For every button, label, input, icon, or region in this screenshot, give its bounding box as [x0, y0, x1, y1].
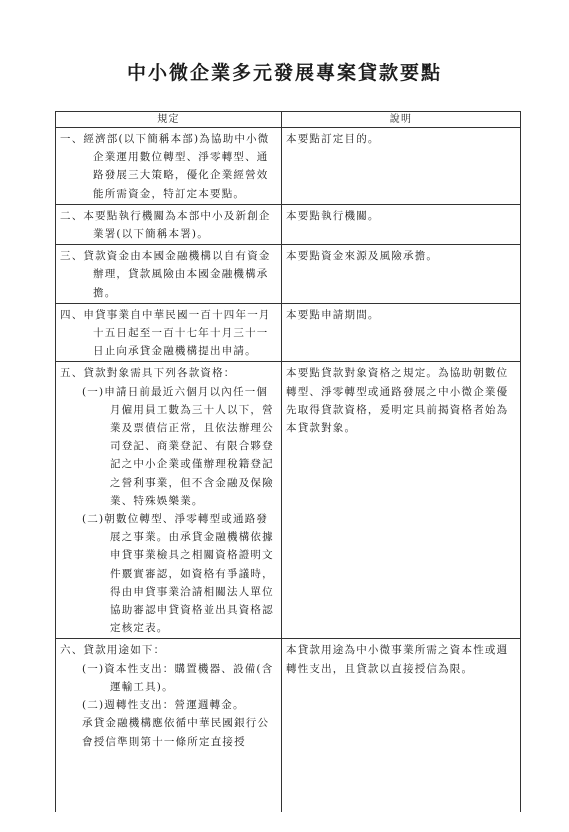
rule-text: 六、貸款用途如下： [60, 644, 166, 657]
rule-text: 三、貸款資金由本國金融機構以自有資金辦理，貸款風險由本國金融機構承擔。 [60, 250, 271, 299]
note-cell [282, 128, 521, 205]
rule-subitem: (一)資本性支出：購置機器、設備(含運輸工具)。 [82, 662, 274, 693]
table-row [56, 639, 521, 813]
note-text: 本要點資金來源及風險承擔。 [286, 250, 439, 263]
rule-cell [56, 128, 282, 205]
note-text: 本要點申請期間。 [286, 308, 380, 321]
table-row [56, 128, 521, 205]
table-header-row [56, 112, 521, 128]
table-row [56, 362, 521, 639]
table-row [56, 245, 521, 304]
note-cell [282, 639, 521, 813]
table-row [56, 303, 521, 362]
note-text: 本要點訂定目的。 [286, 133, 380, 145]
note-cell [282, 362, 521, 639]
rule-subitem: (二)週轉性支出：營運週轉金。 [82, 699, 245, 712]
note-text: 本要點執行機關。 [286, 209, 380, 222]
header-rules: 規定 [56, 112, 282, 128]
rule-cell [56, 245, 282, 304]
table-row [56, 204, 521, 244]
page-title: 中小微企業多元發展專案貸款要點 [126, 62, 442, 84]
rule-subitem: (一)申請日前最近六個月以內任一個月僱用員工數為三十人以下，營業及票債信正常，且依法辦理公司登記、商業登記、有限合夥登記之中小企業或僅辦理稅籍登記之營利事業，但不含金融及保險業、特殊娛樂業。 [82, 385, 274, 507]
rule-cell [56, 204, 282, 244]
rule-paragraph: 承貸金融機構應依循中華民國銀行公會授信準則第十一條所定直接授 [82, 717, 270, 748]
rule-text: 四、申貸事業自中華民國一百十四年一月十五日起至一百十七年十月三十一日止向承貸金融機構提出申請。 [60, 308, 271, 358]
note-text: 本貸款用途為中小微事業所需之資本性或週轉性支出，且貸款以直接授信為限。 [286, 644, 509, 675]
rule-cell [56, 639, 282, 813]
note-cell [282, 245, 521, 304]
rule-cell [56, 303, 282, 362]
note-cell [282, 303, 521, 362]
rule-text: 二、本要點執行機關為本部中小及新創企業署(以下簡稱本署)。 [60, 209, 271, 241]
rule-cell [56, 362, 282, 639]
rules-table [55, 111, 521, 812]
note-cell [282, 204, 521, 244]
note-text: 本要點貸款對象資格之規定。為協助朝數位轉型、淨零轉型或通路發展之中小微企業優先取得貸款資格，爰明定具前揭資格者始為本貸款對象。 [286, 367, 509, 435]
header-notes: 說明 [282, 112, 521, 128]
rule-text: 一、經濟部(以下簡稱本部)為協助中小微企業運用數位轉型、淨零轉型、通路發展三大策略，優化企業經營效能所需資金，特訂定本要點。 [60, 133, 270, 200]
rule-text: 五、貸款對象需具下列各款資格： [60, 367, 236, 380]
rule-subitem: (二)朝數位轉型、淨零轉型或通路發展之事業。由承貸金融機構依據申貸事業檢具之相關資格證明文件覈實審認，如資格有爭議時，得由申貸事業洽請相關法人單位協助審認申貸資格並出具資格認定核定表。 [82, 513, 274, 635]
